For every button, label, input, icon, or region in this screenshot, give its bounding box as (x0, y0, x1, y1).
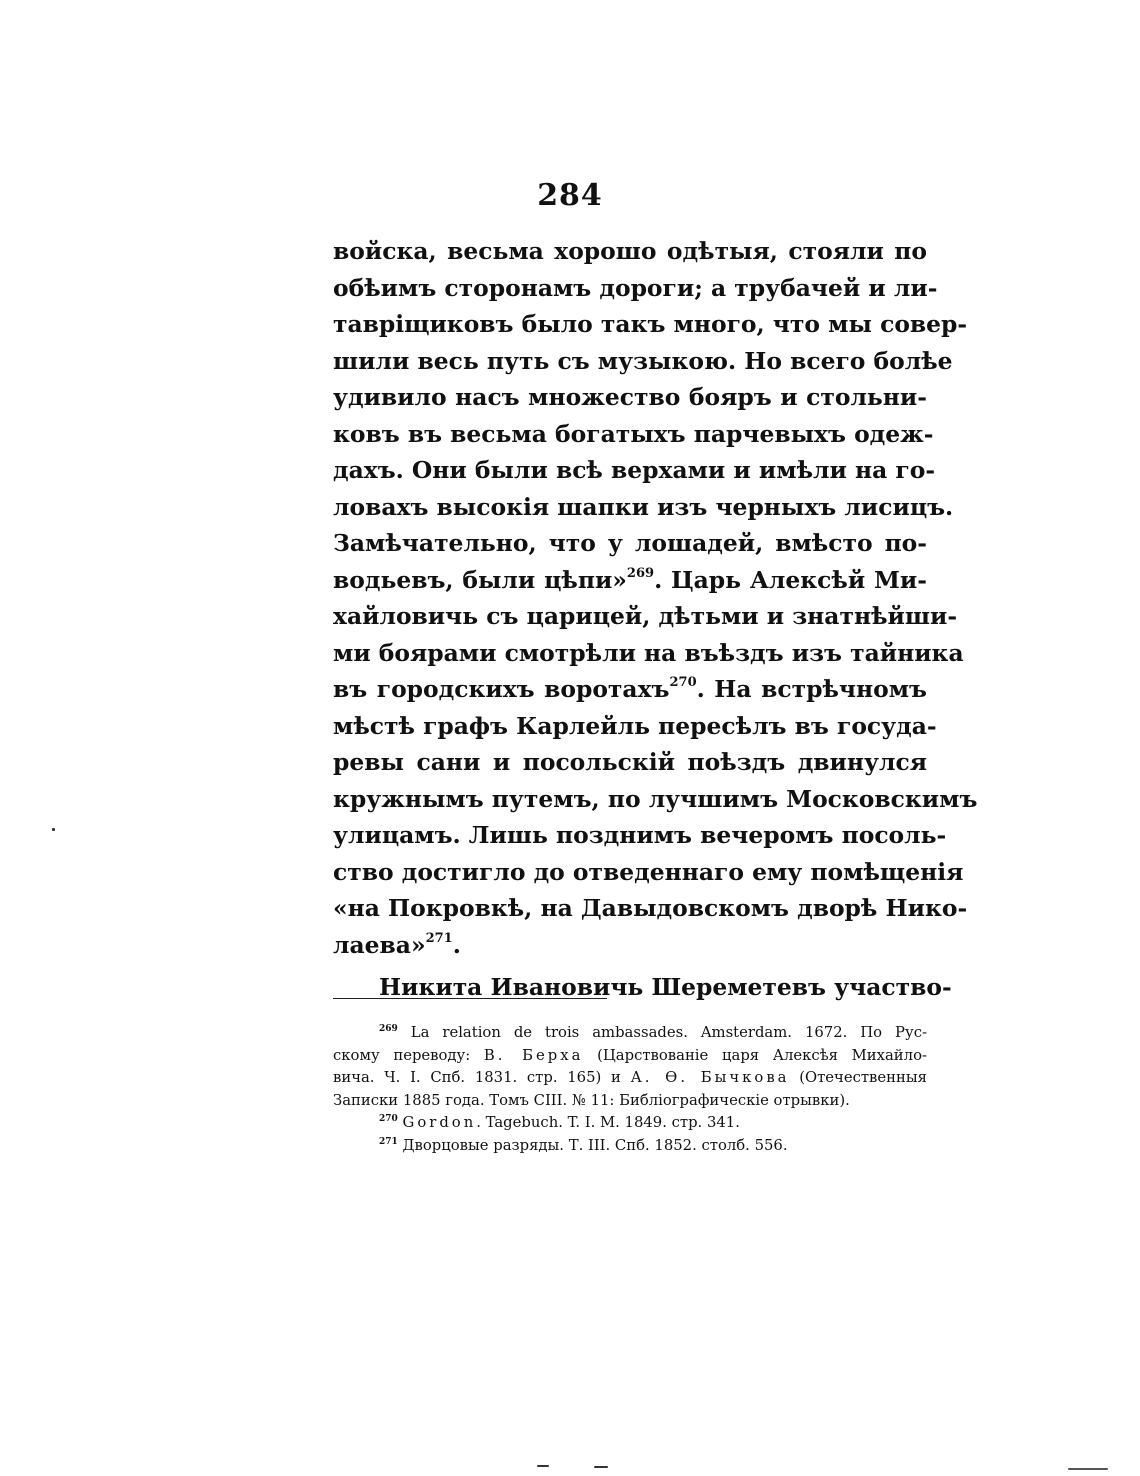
text-line: мѣстѣ графъ Карлейль пересѣлъ въ госуда- (333, 711, 937, 740)
text-line: дахъ. Они были всѣ верхами и имѣли на го- (333, 456, 936, 484)
footnote-divider (333, 998, 607, 999)
footnote-number: 270 (379, 1114, 398, 1125)
footnote-number: 271 (379, 1136, 398, 1147)
scan-speck (1068, 1468, 1108, 1470)
footnotes (333, 1022, 927, 1158)
text-fragment: водьевъ, были цѣпи» (333, 565, 627, 594)
footnote-text: вича. Ч. І. Спб. 1831. стр. 165) и (333, 1069, 631, 1087)
scan-speck (52, 828, 55, 831)
footnote-text: . Tagebuch. T. I. M. 1849. стр. 341. (476, 1114, 740, 1132)
footnote-270 (333, 1112, 927, 1135)
text-line: войска, весьма хорошо одѣтыя, стояли по (333, 237, 927, 265)
footnote-271 (333, 1135, 927, 1158)
author-name: А. Ѳ. Бычкова (630, 1069, 790, 1087)
text-fragment: . (452, 930, 461, 959)
text-line: «на Покровкѣ, на Давыдовскомъ дворѣ Нико- (333, 894, 968, 922)
author-name: В. Берха (483, 1046, 584, 1064)
text-line: улицамъ. Лишь позднимъ вечеромъ посоль- (333, 821, 947, 849)
scan-speck (594, 1466, 608, 1468)
text-line: удивило насъ множество бояръ и стольни- (333, 383, 927, 411)
page-number: 284 (537, 178, 603, 213)
footnote-text: скому переводу: (333, 1046, 484, 1064)
text-line (333, 562, 927, 599)
footnote-ref-270[interactable]: 270 (669, 675, 697, 690)
text-line: кружнымъ путемъ, по лучшимъ Московскимъ (333, 784, 978, 813)
text-fragment: въ городскихъ воротахъ (333, 675, 670, 703)
text-fragment: . На встрѣчномъ (696, 675, 927, 703)
text-line: ство достигло до отведеннаго ему помѣщенія (333, 857, 964, 886)
text-line: ковъ въ весьма богатыхъ парчевыхъ одеж- (333, 419, 934, 448)
text-line: обѣимъ сторонамъ дороги; а трубачей и ли- (333, 273, 938, 302)
text-line: ревы сани и посольскій поѣздъ двинулся (333, 748, 927, 776)
footnote-text: (Отечественныя (789, 1069, 927, 1087)
footnote-269-line (333, 1067, 927, 1090)
footnote-number: 269 (379, 1024, 398, 1034)
footnote-269-line: Записки 1885 года. Томъ СІІІ. № 11: Библіографическіе отрывки). (333, 1091, 850, 1109)
footnote-text: (Царствованіе царя Алексѣя Михайло- (583, 1046, 927, 1064)
paragraph-first-line: Никита Ивановичь Шереметевъ участво- (379, 973, 952, 1001)
text-line: хайловичь съ царицей, дѣтьми и знатнѣйши- (333, 602, 958, 630)
text-line (333, 927, 927, 964)
text-line: тавріщиковъ было такъ много, что мы совер- (333, 310, 968, 338)
text-line: шили весь путь съ музыкою. Но всего болѣе (333, 346, 953, 375)
footnote-text: Дворцовые разряды. Т. ІІІ. Спб. 1852. столб. 556. (402, 1136, 788, 1154)
text-line: Замѣчательно, что у лошадей, вмѣсто по- (333, 529, 927, 557)
text-fragment: лаева» (333, 930, 426, 959)
footnote-269-line (333, 1045, 927, 1068)
text-line (333, 671, 927, 708)
footnote-ref-271[interactable]: 271 (425, 930, 453, 946)
footnote-ref-269[interactable]: 269 (626, 565, 655, 581)
text-line: ловахъ высокія шапки изъ черныхъ лисицъ. (333, 492, 954, 521)
text-line: ми боярами смотрѣли на въѣздъ изъ тайника (333, 638, 964, 667)
text-fragment: . Царь Алексѣй Ми- (654, 565, 927, 594)
footnote-text: La relation de trois ambassades. Amsterdam. 1672. По Рус- (410, 1024, 927, 1041)
body-text (333, 233, 978, 1006)
scan-speck (537, 1465, 549, 1467)
footnote-269 (333, 1022, 927, 1045)
author-name: Gordon (402, 1114, 477, 1132)
